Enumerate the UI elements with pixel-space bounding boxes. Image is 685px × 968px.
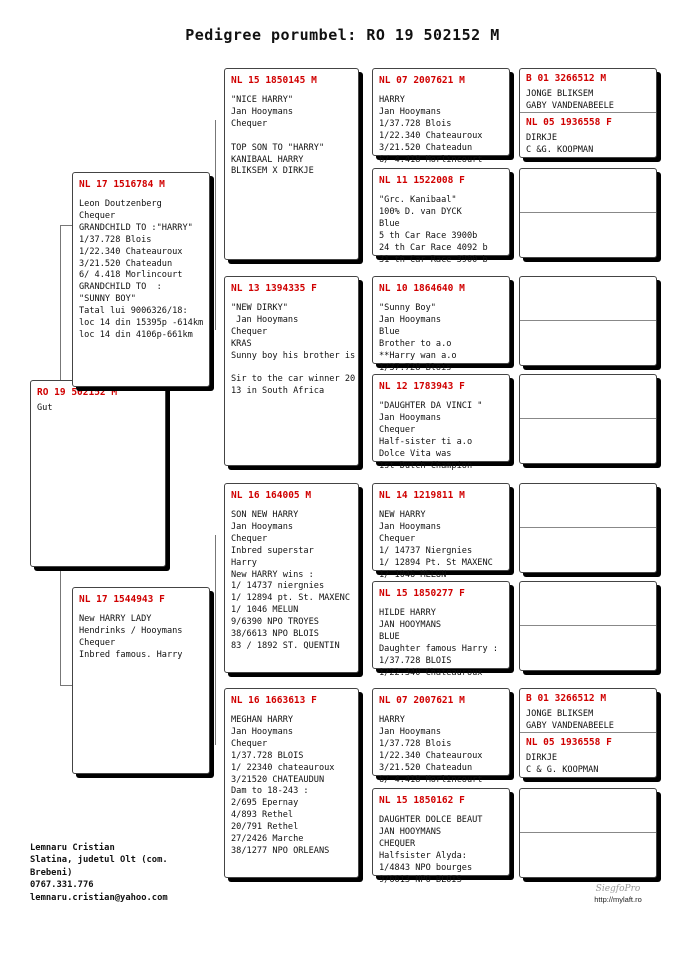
- gen5-card-6[interactable]: [520, 321, 656, 365]
- pigeon-info: "DAUGHTER DA VINCI " Jan Hooymans Chequer Half-sister ti a.o Dolce Vita was 1st Dutch Champion: [379, 401, 483, 471]
- pigeon-info: "NICE HARRY" Jan Hooymans Chequer TOP SON TO "HARRY" KANIBAAL HARRY BLIKSEM X DIRKJE: [231, 95, 325, 177]
- pigeon-info: "Sunny Boy" Jan Hooymans Blue Brother to a.o **Harry wan a.o 1/37.728 Blois: [379, 303, 457, 373]
- gen5-pair-8: [519, 788, 657, 878]
- gen5-card-10[interactable]: [520, 528, 656, 572]
- gen1-card[interactable]: [30, 380, 166, 567]
- gen2-card-dam[interactable]: [72, 587, 210, 774]
- gen3-card-1[interactable]: [224, 68, 359, 260]
- gen5-pair-1: [519, 68, 657, 158]
- pigeon-info: JONGE BLIKSEM GABY VANDENABEELE: [526, 709, 614, 731]
- gen5-card-16[interactable]: [520, 833, 656, 877]
- ring-code: NL 12 1783943 F: [379, 381, 465, 392]
- pigeon-info: JONGE BLIKSEM GABY VANDENABEELE: [526, 89, 614, 111]
- ring-code: NL 07 2007621 M: [379, 75, 465, 86]
- gen3-card-3[interactable]: [224, 483, 359, 673]
- gen5-card-5[interactable]: [520, 277, 656, 321]
- connector-gen2a: [215, 120, 216, 330]
- gen3-card-4[interactable]: [224, 688, 359, 878]
- ring-code: NL 13 1394335 F: [231, 283, 317, 294]
- pigeon-info: HILDE HARRY JAN HOOYMANS BLUE Daughter famous Harry : 1/37.728 BLOIS 1/22.340 Chateauroux: [379, 608, 498, 678]
- gen4-card-7[interactable]: [372, 688, 510, 785]
- page-title: Pedigree porumbel: RO 19 502152 M: [185, 26, 500, 44]
- connector-gen1-bottom: [60, 685, 72, 686]
- pigeon-info: NEW HARRY Jan Hooymans Chequer 1/ 14737 Niergnies 1/ 12894 Pt. St MAXENC 1/ 1046 MELUN: [379, 510, 493, 580]
- gen5-pair-5: [519, 483, 657, 573]
- ring-code: NL 15 1850277 F: [379, 588, 465, 599]
- ring-code: NL 11 1522008 F: [379, 175, 465, 186]
- pigeon-info: HARRY Jan Hooymans 1/37.728 Blois 1/22.340 Chateauroux 3/21.520 Chateadun 6/ 4.418 Morlincourt: [379, 715, 483, 785]
- gen4-card-4[interactable]: [372, 374, 510, 471]
- gen4-card-5[interactable]: [372, 483, 510, 580]
- ring-code: NL 17 1544943 F: [79, 594, 165, 605]
- gen5-pair-6: [519, 581, 657, 671]
- pigeon-info: HARRY Jan Hooymans 1/37.728 Blois 1/22.340 Chateauroux 3/21.520 Chateadun 6/ 4.418 Morlincourt: [379, 95, 483, 165]
- gen5-pair-4: [519, 374, 657, 464]
- gen5-pair-7: [519, 688, 657, 778]
- gen5-card-8[interactable]: [520, 419, 656, 463]
- ring-code: B 01 3266512 M: [526, 73, 607, 84]
- ring-code: NL 05 1936558 F: [526, 117, 612, 128]
- site-url[interactable]: http://mylaft.ro: [594, 895, 642, 904]
- gen5-pair-3: [519, 276, 657, 366]
- pigeon-info: DAUGHTER DOLCE BEAUT JAN HOOYMANS CHEQUER Halfsister Alyda: 1/4843 NPO bourges 9/6613 NPO BLOIS: [379, 815, 483, 885]
- pigeon-info: "NEW DIRKY" Jan Hooymans Chequer KRAS Sunny boy his brother is Sir to the car winner 20 13 in South Africa: [231, 303, 356, 397]
- ring-code: RO 19 502152 M: [37, 387, 118, 398]
- pigeon-info: SON NEW HARRY Jan Hooymans Chequer Inbred superstar Harry New HARRY wins : 1/ 14737 niergnies 1/ 12894 pt. St. MAXENC 1/ 1046 MELUN 9/6390 NPO TROYES 38/6613 NPO BLOIS 83 / 1892 ST. QUENTIN: [231, 510, 350, 651]
- gen5-card-1[interactable]: [520, 69, 656, 113]
- pigeon-info: New HARRY LADY Hendrinks / Hooymans Chequer Inbred famous. Harry: [79, 614, 183, 660]
- ring-code: NL 16 164005 M: [231, 490, 312, 501]
- signature-block: [578, 884, 658, 904]
- gen5-card-13[interactable]: [520, 689, 656, 733]
- gen2-card-sire[interactable]: [72, 172, 210, 387]
- ring-code: NL 15 1850162 F: [379, 795, 465, 806]
- pigeon-info: DIRKJE C & G. KOOPMAN: [526, 753, 599, 775]
- gen5-card-9[interactable]: [520, 484, 656, 528]
- gen4-card-3[interactable]: [372, 276, 510, 373]
- ring-code: B 01 3266512 M: [526, 693, 607, 704]
- gen5-card-3[interactable]: [520, 169, 656, 213]
- pigeon-info: Leon Doutzenberg Chequer GRANDCHILD TO :"HARRY" 1/37.728 Blois 1/22.340 Chateauroux 3/21.520 Chateadun 6/ 4.418 Morlincourt GRANDCHILD TO : "SUNNY BOY" Tatal lui 9006326/18: loc 14 din 15395p -614km loc 14 din 4106p-661km: [79, 199, 204, 340]
- gen5-pair-2: [519, 168, 657, 258]
- connector-gen2b: [215, 535, 216, 745]
- gen4-card-2[interactable]: [372, 168, 510, 265]
- ring-code: NL 10 1864640 M: [379, 283, 465, 294]
- pigeon-info: MEGHAN HARRY Jan Hooymans Chequer 1/37.728 BLOIS 1/ 22340 chateauroux 3/21520 CHATEAUDUN Dam to 18-243 : 2/695 Epernay 4/893 Rethel 20/791 Rethel 27/2426 Marche 38/1277 NPO ORLEANS: [231, 715, 335, 856]
- ring-code: NL 14 1219811 M: [379, 490, 465, 501]
- gen5-card-15[interactable]: [520, 789, 656, 833]
- gen5-card-2[interactable]: [520, 113, 656, 157]
- connector-gen1-top: [60, 225, 72, 226]
- pigeon-info: Gut: [37, 403, 53, 413]
- gen3-card-2[interactable]: [224, 276, 359, 466]
- ring-code: NL 05 1936558 F: [526, 737, 612, 748]
- gen5-card-12[interactable]: [520, 626, 656, 670]
- breeder-contact: Lemnaru Cristian Slatina, judetul Olt (com. Brebeni) 0767.331.776 lemnaru.cristian@yahoo.com: [30, 843, 168, 903]
- ring-code: NL 15 1850145 M: [231, 75, 317, 86]
- signature-scribble: SiegfoPro: [595, 884, 641, 894]
- gen5-card-14[interactable]: [520, 733, 656, 777]
- gen4-card-8[interactable]: [372, 788, 510, 885]
- gen4-card-1[interactable]: [372, 68, 510, 165]
- gen5-card-11[interactable]: [520, 582, 656, 626]
- gen5-card-7[interactable]: [520, 375, 656, 419]
- gen5-card-4[interactable]: [520, 213, 656, 257]
- gen4-card-6[interactable]: [372, 581, 510, 678]
- ring-code: NL 16 1663613 F: [231, 695, 317, 706]
- pigeon-info: DIRKJE C &G. KOOPMAN: [526, 133, 594, 155]
- ring-code: NL 17 1516784 M: [79, 179, 165, 190]
- ring-code: NL 07 2007621 M: [379, 695, 465, 706]
- pigeon-info: "Grc. Kanibaal" 100% D. van DYCK Blue 5 th Car Race 3900b 24 th Car Race 4092 b 31 th Car Race 3900 b: [379, 195, 488, 265]
